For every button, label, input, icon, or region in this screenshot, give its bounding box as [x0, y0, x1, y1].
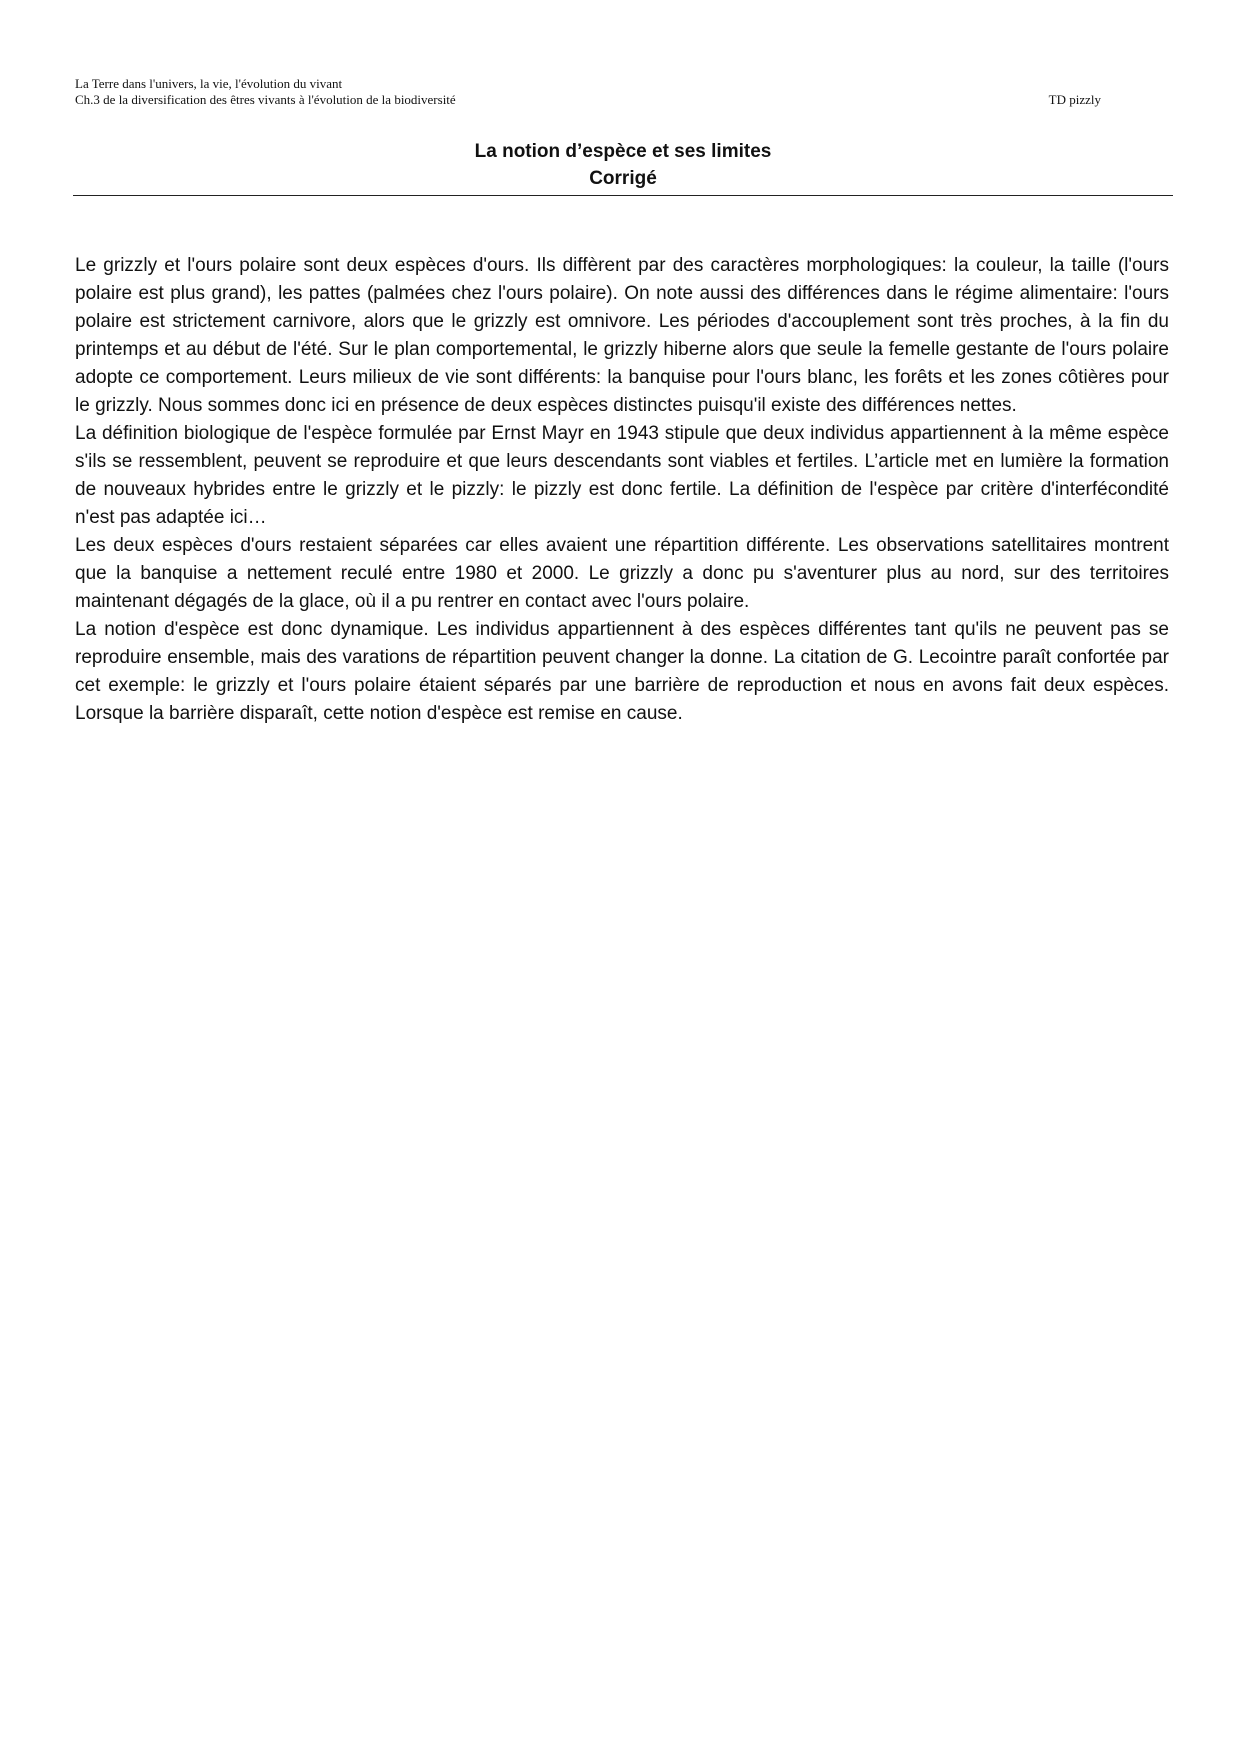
running-header — [75, 76, 1101, 108]
paragraph-comparison: Le grizzly et l'ours polaire sont deux espèces d'ours. Ils diffèrent par des caractères morphologiques: la couleur, la taille (l'ours polaire est plus grand), les pattes (palmées chez l'ours polaire). On note aussi des différences dans le régime alimentaire: l'ours polaire est strictement carnivore, alors que le grizzly est omnivore. Les périodes d'accouplement sont très proches, à la fin du printemps et au début de l'été. Sur le plan comportemental, le grizzly hiberne alors que seule la femelle gestante de l'ours polaire adopte ce comportement. Leurs milieux de vie sont différents: la banquise pour l'ours blanc, les forêts et les zones côtières pour le grizzly. Nous sommes donc ici en présence de deux espèces distinctes puisqu'il existe des différences nettes. — [75, 255, 1169, 416]
header-course-title: La Terre dans l'univers, la vie, l'évolution du vivant — [75, 76, 343, 91]
paragraph-distribution: Les deux espèces d'ours restaient séparées car elles avaient une répartition différente. Les observations satellitaires montrent que la banquise a nettement reculé entre 1980 et 2000. Le grizzly a donc pu s'aventurer plus au nord, sur des territoires maintenant dégagés de la glace, où il a pu rentrer en contact avec l'ours polaire. — [75, 535, 1169, 612]
body-text — [75, 252, 1169, 728]
title-block — [73, 138, 1173, 192]
paragraph-conclusion: La notion d'espèce est donc dynamique. Les individus appartiennent à des espèces différentes tant qu'ils ne peuvent pas se reproduire ensemble, mais des varations de répartition peuvent changer la donne. La citation de G. Lecointre paraît confortée par cet exemple: le grizzly et l'ours polaire étaient séparés par une barrière de reproduction et nous en avons fait deux espèces. Lorsque la barrière disparaît, cette notion d'espèce est remise en cause. — [75, 619, 1169, 724]
page-title: La notion d’espèce et ses limites — [474, 141, 772, 162]
title-divider — [73, 195, 1173, 196]
header-td-label: TD pizzly — [1048, 92, 1101, 107]
header-chapter-title: Ch.3 de la diversification des êtres vivants à l'évolution de la biodiversité — [75, 92, 456, 107]
page-subtitle: Corrigé — [589, 168, 657, 189]
paragraph-mayr-definition: La définition biologique de l'espèce formulée par Ernst Mayr en 1943 stipule que deux individus appartiennent à la même espèce s'ils se ressemblent, peuvent se reproduire et que leurs descendants sont viables et fertiles. L’article met en lumière la formation de nouveaux hybrides entre le grizzly et le pizzly: le pizzly est donc fertile. La définition de l'espèce par critère d'interfécondité n'est pas adaptée ici… — [75, 423, 1169, 528]
